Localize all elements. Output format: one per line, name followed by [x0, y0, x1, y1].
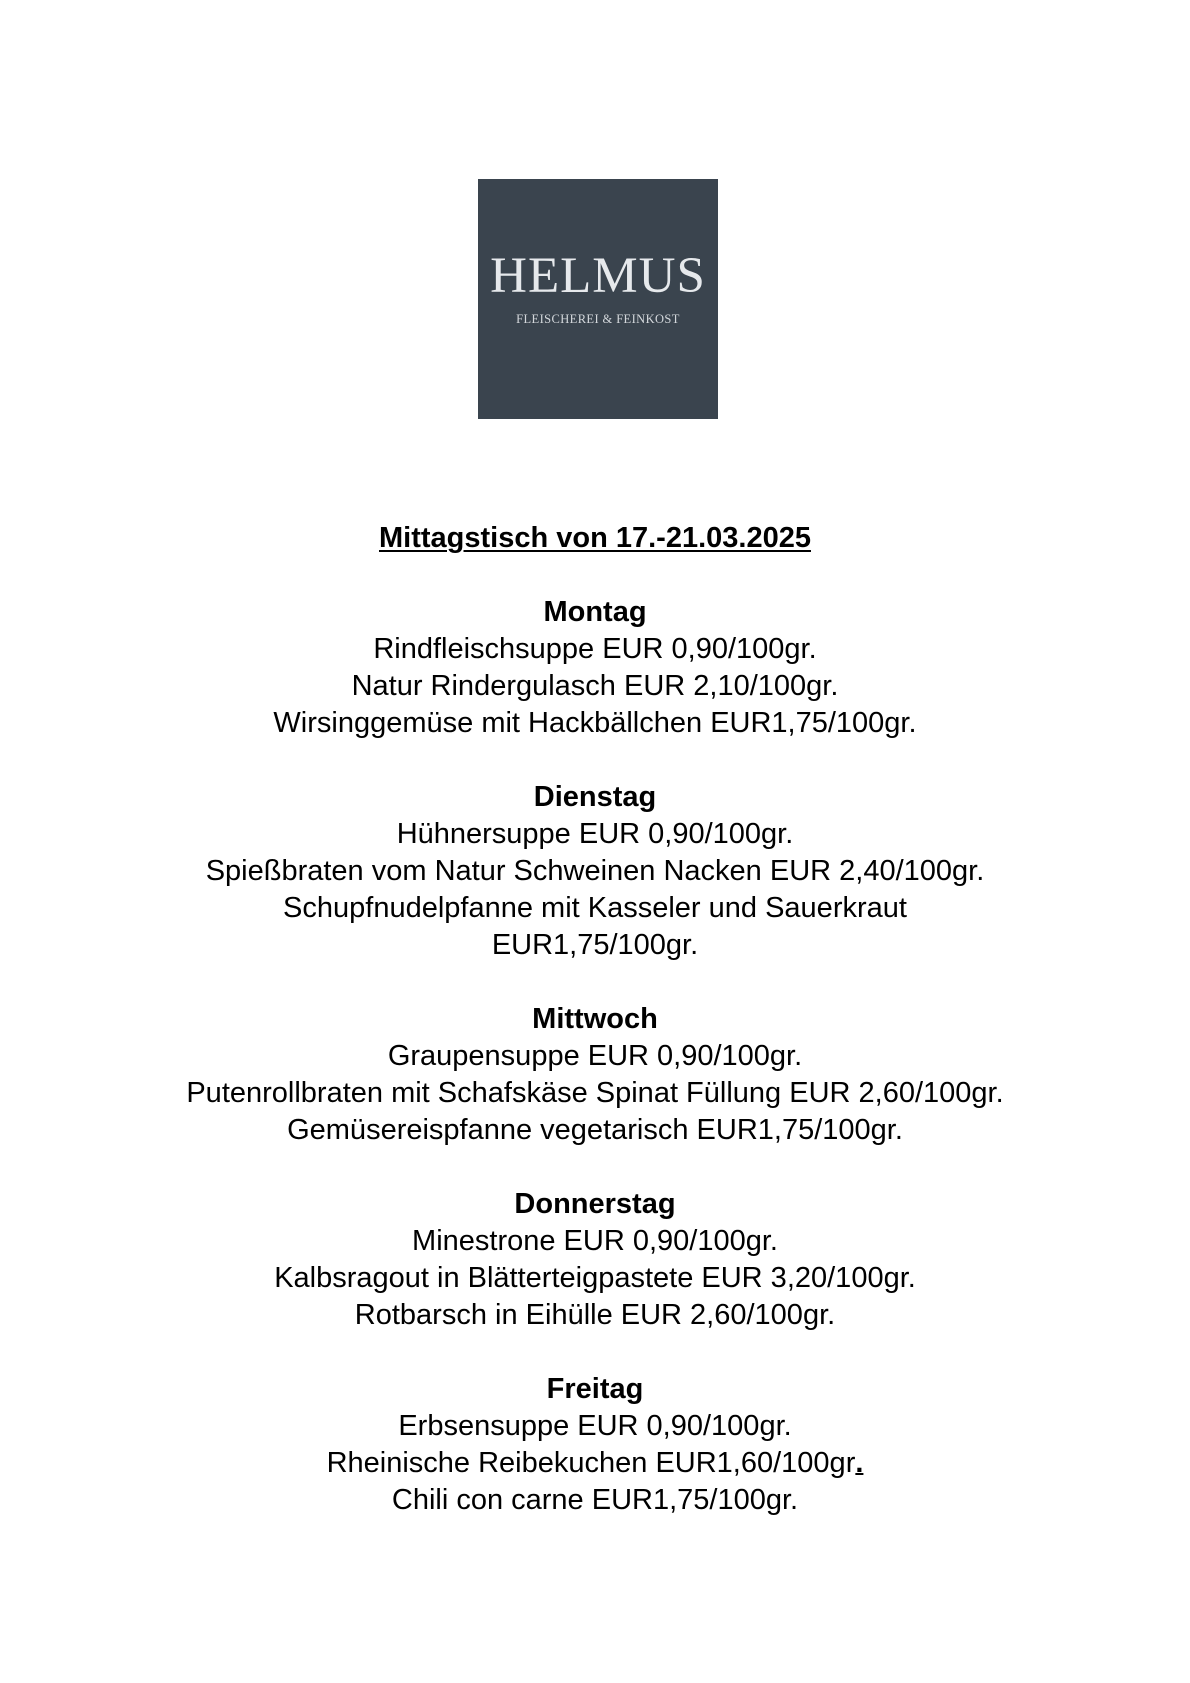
day-friday: [0, 1371, 1190, 1519]
logo-subtitle: FLEISCHEREI & FEINKOST: [516, 312, 680, 326]
day-wednesday: [0, 1001, 1190, 1149]
day-name: Dienstag: [533, 781, 657, 813]
menu-title: Mittagstisch von 17.-21.03.2025: [379, 522, 811, 554]
dish: Minestrone EUR 0,90/100gr.: [412, 1225, 778, 1257]
day-monday: [0, 594, 1190, 742]
day-name: Mittwoch: [532, 1003, 658, 1035]
dish: Spießbraten vom Natur Schweinen Nacken EUR 2,40/100gr.: [205, 855, 985, 887]
dish: Hühnersuppe EUR 0,90/100gr.: [396, 818, 794, 850]
logo-name: HELMUS: [490, 248, 706, 304]
dish: Rotbarsch in Eihülle EUR 2,60/100gr.: [354, 1299, 836, 1331]
dish-price-continuation: EUR1,75/100gr.: [491, 929, 699, 961]
dish: Natur Rindergulasch EUR 2,10/100gr.: [351, 670, 839, 702]
day-name: Montag: [543, 596, 647, 628]
dish: [0, 1445, 1190, 1482]
dish: Erbsensuppe EUR 0,90/100gr.: [398, 1410, 792, 1442]
dish: Chili con carne EUR1,75/100gr.: [391, 1484, 799, 1516]
dish-text: Rheinische Reibekuchen EUR1,60/100gr: [326, 1447, 856, 1479]
day-name: Freitag: [546, 1373, 644, 1405]
dish: Rindfleischsuppe EUR 0,90/100gr.: [373, 633, 817, 665]
dish: Graupensuppe EUR 0,90/100gr.: [387, 1040, 803, 1072]
dish-suffix: .: [855, 1447, 864, 1479]
dish: Schupfnudelpfanne mit Kasseler und Sauerkraut: [283, 892, 907, 924]
day-name: Donnerstag: [514, 1188, 676, 1220]
dish: Putenrollbraten mit Schafskäse Spinat Füllung EUR 2,60/100gr.: [186, 1077, 1004, 1109]
helmus-logo: [478, 179, 718, 419]
day-tuesday: [0, 779, 1190, 964]
day-thursday: [0, 1186, 1190, 1334]
dish: Kalbsragout in Blätterteigpastete EUR 3,20/100gr.: [274, 1262, 916, 1294]
dish: Wirsinggemüse mit Hackbällchen EUR1,75/100gr.: [273, 707, 917, 739]
menu: [0, 520, 1190, 1519]
dish: Gemüsereispfanne vegetarisch EUR1,75/100gr.: [287, 1114, 903, 1146]
